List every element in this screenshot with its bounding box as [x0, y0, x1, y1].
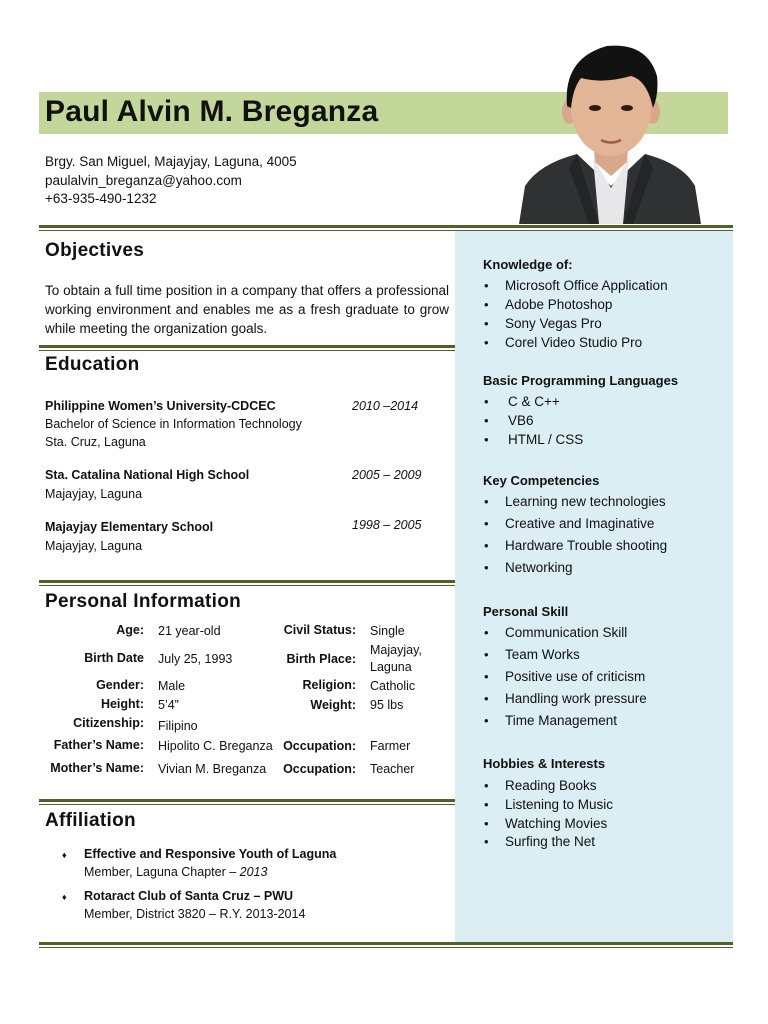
hobby-item: Reading Books [505, 778, 597, 793]
bullet-icon: • [484, 516, 489, 531]
knowledge-heading: Knowledge of: [483, 257, 573, 272]
father-occupation-value: Farmer [370, 739, 411, 753]
father-occupation-label: Occupation: [283, 739, 356, 753]
address: Brgy. San Miguel, Majayjay, Laguna, 4005 [45, 154, 297, 169]
bullet-icon: • [484, 713, 489, 728]
section-divider [39, 345, 455, 348]
affiliation-name: Effective and Responsive Youth of Laguna [84, 847, 337, 861]
hobby-item: Listening to Music [505, 797, 614, 812]
bullet-icon: • [484, 691, 489, 706]
bullet-icon: • [484, 538, 489, 553]
section-divider-thin [39, 350, 455, 351]
skill-item: Handling work pressure [505, 691, 647, 706]
competency-item: Learning new technologies [505, 494, 666, 509]
height-label: Height: [100, 697, 144, 711]
bullet-icon: • [484, 560, 489, 575]
programming-item: VB6 [508, 413, 534, 428]
weight-label: Weight: [310, 698, 356, 712]
citizenship-label: Citizenship: [73, 716, 144, 730]
diamond-bullet-icon: ♦ [62, 892, 67, 902]
competency-item: Hardware Trouble shooting [505, 538, 668, 553]
school-name: Majayjay Elementary School [45, 520, 214, 534]
bullet-icon: • [484, 297, 489, 312]
hobby-item: Watching Movies [505, 816, 608, 831]
bullet-icon: • [484, 413, 489, 428]
gender-label: Gender: [96, 678, 144, 692]
section-divider-thin [39, 804, 455, 805]
programming-heading: Basic Programming Languages [483, 373, 679, 388]
age-value: 21 year-old [158, 624, 221, 638]
bullet-icon: • [484, 834, 489, 849]
competency-item: Networking [505, 560, 573, 575]
knowledge-item: Adobe Photoshop [505, 297, 613, 312]
affiliation-year: 2013 [239, 865, 268, 879]
header-divider [39, 225, 733, 228]
personal-info-heading: Personal Information [45, 591, 242, 612]
mother-occupation-value: Teacher [370, 762, 415, 776]
civil-status-value: Single [370, 624, 405, 638]
religion-label: Religion: [302, 678, 356, 692]
bullet-icon: • [484, 778, 489, 793]
bullet-icon: • [484, 647, 489, 662]
bullet-icon: • [484, 335, 489, 350]
competency-item: Creative and Imaginative [505, 516, 655, 531]
bullet-icon: • [484, 316, 489, 331]
bullet-icon: • [484, 278, 489, 293]
affiliation-name: Rotaract Club of Santa Cruz – PWU [84, 889, 294, 903]
height-value: 5’4” [158, 698, 179, 712]
objectives-heading: Objectives [45, 240, 145, 261]
footer-divider-thin [39, 947, 733, 948]
diamond-bullet-icon: ♦ [62, 850, 67, 860]
weight-value: 95 lbs [370, 698, 404, 712]
bullet-icon: • [484, 394, 489, 409]
footer-divider [39, 942, 733, 945]
father-name-label: Father’s Name: [53, 738, 144, 752]
section-divider [39, 580, 455, 583]
birth-date-label: Birth Date [84, 651, 144, 665]
education-heading: Education [45, 354, 140, 375]
programming-item: C & C++ [508, 394, 560, 409]
school-location: Sta. Cruz, Laguna [45, 435, 146, 449]
skill-item: Time Management [505, 713, 618, 728]
school-years: 2005 – 2009 [352, 468, 422, 482]
phone: +63-935-490-1232 [45, 191, 157, 206]
civil-status-label: Civil Status: [283, 623, 356, 637]
bullet-icon: • [484, 625, 489, 640]
full-name: Paul Alvin M. Breganza [45, 95, 379, 128]
competencies-heading: Key Competencies [483, 473, 600, 488]
bullet-icon: • [484, 816, 489, 831]
email: paulalvin_breganza@yahoo.com [45, 173, 242, 188]
mother-name-value: Vivian M. Breganza [158, 762, 267, 776]
father-name-value: Hipolito C. Breganza [158, 739, 273, 753]
hobbies-heading: Hobbies & Interests [483, 756, 606, 771]
school-years: 2010 –2014 [352, 399, 419, 413]
school-location: Majayjay, Laguna [45, 487, 143, 501]
affiliation-heading: Affiliation [45, 810, 136, 831]
religion-value: Catholic [370, 679, 416, 693]
birth-place-label: Birth Place: [286, 652, 356, 666]
knowledge-item: Corel Video Studio Pro [505, 335, 643, 350]
knowledge-item: Sony Vegas Pro [505, 316, 602, 331]
affiliation-role: Member, Laguna Chapter – 2013 [84, 865, 268, 879]
school-name: Philippine Women’s University-CDCEC [45, 399, 276, 413]
skill-item: Communication Skill [505, 625, 628, 640]
mother-occupation-label: Occupation: [283, 762, 356, 776]
affiliation-role: Member, District 3820 – R.Y. 2013-2014 [84, 907, 306, 921]
school-location: Majayjay, Laguna [45, 539, 143, 553]
school-degree: Bachelor of Science in Information Technology [45, 417, 302, 431]
profile-photo [519, 36, 701, 224]
skills-heading: Personal Skill [483, 604, 569, 619]
age-label: Age: [116, 623, 144, 637]
programming-item: HTML / CSS [508, 432, 584, 447]
skill-item: Positive use of criticism [505, 669, 646, 684]
section-divider [39, 799, 455, 802]
bullet-icon: • [484, 432, 489, 447]
bullet-icon: • [484, 669, 489, 684]
gender-value: Male [158, 679, 186, 693]
mother-name-label: Mother’s Name: [50, 761, 144, 775]
bullet-icon: • [484, 494, 489, 509]
knowledge-item: Microsoft Office Application [505, 278, 668, 293]
objectives-text: To obtain a full time position in a company that offers a professional working environment and enables me as a fresh graduate to grow while meeting the organization goals. [45, 283, 449, 336]
birth-place-value-line2: Laguna [370, 660, 412, 674]
school-years: 1998 – 2005 [352, 518, 422, 532]
citizenship-value: Filipino [158, 719, 198, 733]
skill-item: Team Works [505, 647, 580, 662]
birth-date-value: July 25, 1993 [158, 652, 233, 666]
hobby-item: Surfing the Net [505, 834, 596, 849]
birth-place-value-line1: Majayjay, [370, 643, 422, 657]
bullet-icon: • [484, 797, 489, 812]
section-divider-thin [39, 585, 455, 586]
school-name: Sta. Catalina National High School [45, 468, 250, 482]
